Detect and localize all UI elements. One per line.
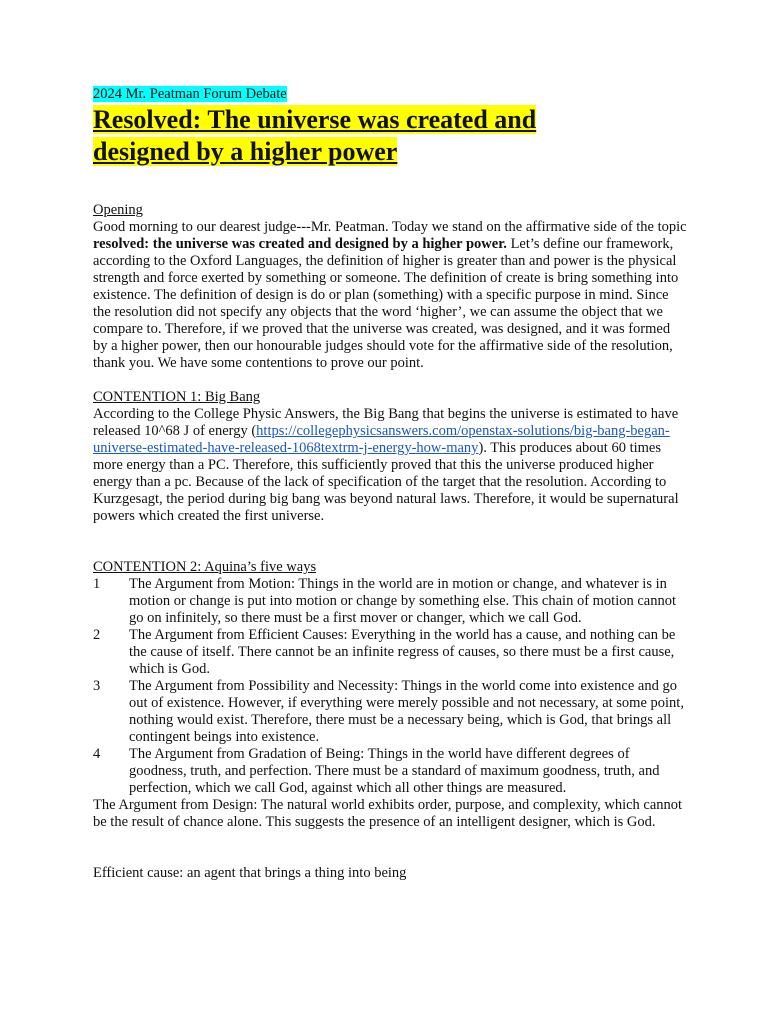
- title-line-1: Resolved: The universe was created and: [93, 105, 537, 134]
- opening-text-a: Good morning to our dearest judge---Mr. Peatman. Today we stand on the affirmative side of the topic: [93, 219, 687, 235]
- list-item-text: The Argument from Possibility and Necessity: Things in the world come into existence and go out of existence. However, if everything were merely possible and not necessary, at some point, nothing would exist. Therefore, there must be a necessary being, which is God, that brings all contingent beings into existence.: [129, 678, 684, 745]
- argument-list: [93, 576, 688, 797]
- opening-paragraph: [93, 219, 688, 372]
- list-item-number: 4: [93, 746, 101, 762]
- event-header: [93, 86, 688, 103]
- design-argument: The Argument from Design: The natural world exhibits order, purpose, and complexity, which cannot be the result of chance alone. This suggests the presence of an intelligent designer, which is God.: [93, 797, 683, 830]
- footer-note: Efficient cause: an agent that brings a thing into being: [93, 865, 407, 881]
- list-item-number: 2: [93, 627, 101, 643]
- event-name: 2024 Mr. Peatman Forum Debate: [93, 86, 287, 102]
- contention-1-heading: CONTENTION 1: Big Bang: [93, 389, 261, 405]
- list-item: [93, 627, 688, 678]
- contention-2-heading: CONTENTION 2: Aquina’s five ways: [93, 559, 317, 575]
- list-item-text: The Argument from Gradation of Being: Things in the world have different degrees of goodness, truth, and perfection. There must be a standard of maximum goodness, truth, and perfection, which we call God, against which all other things are measured.: [129, 746, 660, 796]
- list-item: [93, 678, 688, 746]
- source-link[interactable]: https://collegephysicsanswers.com/openstax-solutions/big-bang-began-universe-estimated-have-released-1068textrm-j-energy-how-many: [93, 423, 670, 456]
- contention-1-text-b: ). This produces about 60 times more energy than a PC. Therefore, this sufficiently proved that this the universe produced higher energy than a pc. Because of the lack of specification of the target that the resolution. According to Kurzgesagt, the period during big bang was beyond natural laws. Therefore, it would be supernatural powers which created the first universe.: [93, 440, 679, 524]
- list-item-number: 3: [93, 678, 101, 694]
- list-item-text: The Argument from Efficient Causes: Everything in the world has a cause, and nothing can be the cause of itself. There cannot be an infinite regress of causes, so there must be a first cause, which is God.: [129, 627, 676, 677]
- opening-section: [93, 202, 688, 372]
- list-item: [93, 746, 688, 797]
- opening-heading: Opening: [93, 202, 143, 218]
- list-item: [93, 576, 688, 627]
- contention-2-section: [93, 559, 688, 831]
- resolution-title: [93, 104, 688, 168]
- contention-1-paragraph: [93, 406, 688, 525]
- list-item-number: 1: [93, 576, 101, 592]
- opening-text-b: Let’s define our framework, according to the Oxford Languages, the definition of higher is greater than and power is the physical strength and force exerted by something or someone. The definition of create is bring something into existence. The definition of design is do or plan (something) with a specific purpose in mind. Since the resolution did not specify any objects that the word ‘higher’, we can assume the object that we compare to. Therefore, if we proved that the universe was created, was designed, and it was formed by a higher power, then our honourable judges should vote for the affirmative side of the resolution, thank you. We have some contentions to prove our point.: [93, 236, 679, 371]
- opening-resolution-bold: resolved: the universe was created and designed by a higher power.: [93, 236, 507, 252]
- list-item-text: The Argument from Motion: Things in the world are in motion or change, and whatever is in motion or change is put into motion or change by something else. This chain of motion cannot go on infinitely, so there must be a first mover or changer, which we call God.: [129, 576, 677, 626]
- contention-1-section: [93, 389, 688, 525]
- contention-1-text-a: According to the College Physic Answers, the Big Bang that begins the universe is estimated to have released 10^68 J of energy (: [93, 406, 679, 439]
- title-line-2: designed by a higher power: [93, 137, 398, 166]
